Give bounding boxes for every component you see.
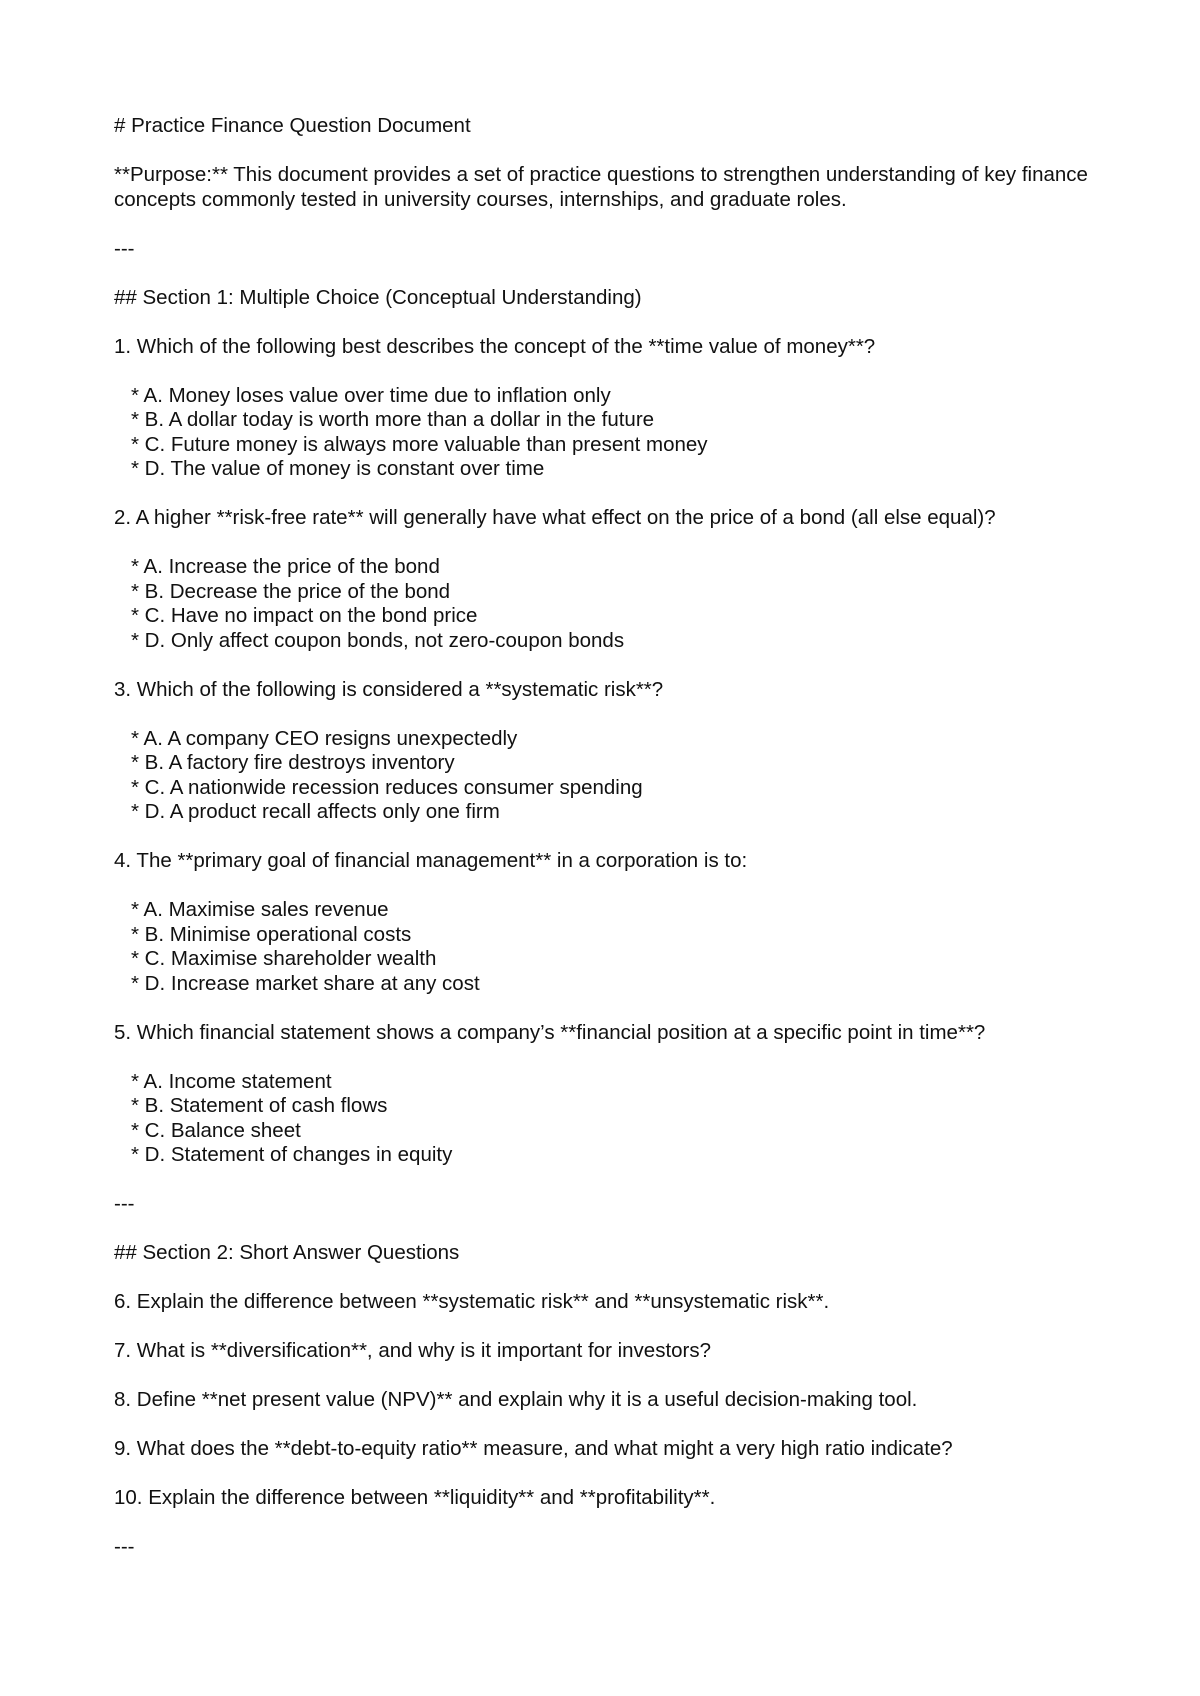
question-9: 9. What does the **debt-to-equity ratio** measure, and what might a very high ratio indicate? — [114, 1437, 953, 1460]
question-2-option-a: * A. Increase the price of the bond — [131, 555, 440, 578]
separator-2: --- — [114, 1192, 135, 1215]
question-4-option-d: * D. Increase market share at any cost — [131, 971, 480, 995]
question-5-option-b: * B. Statement of cash flows — [131, 1094, 388, 1117]
question-3-option-d: * D. A product recall affects only one firm — [131, 800, 500, 823]
section-2-heading: ## Section 2: Short Answer Questions — [114, 1241, 460, 1264]
question-4-option-b: * B. Minimise operational costs — [131, 922, 412, 946]
question-2: 2. A higher **risk-free rate** will generally have what effect on the price of a bond (all else equal)? — [114, 506, 996, 529]
separator-1: --- — [114, 236, 135, 260]
question-8: 8. Define **net present value (NPV)** and explain why it is a useful decision-making tool. — [114, 1388, 918, 1411]
question-5: 5. Which financial statement shows a company’s **financial position at a specific point in time**? — [114, 1020, 986, 1044]
question-5-option-c: * C. Balance sheet — [131, 1118, 301, 1142]
question-2-option-d: * D. Only affect coupon bonds, not zero-coupon bonds — [131, 628, 625, 652]
question-3-option-a: * A. A company CEO resigns unexpectedly — [131, 726, 518, 750]
purpose-paragraph: **Purpose:** This document provides a set of practice questions to strengthen understanding of key finance concepts commonly tested in university courses, internships, and graduate roles. — [114, 163, 1088, 211]
question-5-option-d: * D. Statement of changes in equity — [131, 1143, 453, 1166]
question-1-option-a: * A. Money loses value over time due to inflation only — [131, 383, 611, 407]
question-4-option-c: * C. Maximise shareholder wealth — [131, 947, 437, 970]
question-3-option-c: * C. A nationwide recession reduces consumer spending — [131, 775, 643, 799]
question-1-option-d: * D. The value of money is constant over time — [131, 457, 545, 480]
document-body — [114, 114, 1094, 1560]
question-3-option-b: * B. A factory fire destroys inventory — [131, 751, 455, 774]
question-6: 6. Explain the difference between **systematic risk** and **unsystematic risk**. — [114, 1290, 830, 1313]
section-1-heading: ## Section 1: Multiple Choice (Conceptual Understanding) — [114, 285, 642, 309]
question-1-option-b: * B. A dollar today is worth more than a dollar in the future — [131, 408, 655, 431]
question-5-option-a: * A. Income statement — [131, 1069, 332, 1093]
question-1: 1. Which of the following best describes the concept of the **time value of money**? — [114, 334, 876, 358]
question-1-option-c: * C. Future money is always more valuable than present money — [131, 432, 708, 456]
question-4-option-a: * A. Maximise sales revenue — [131, 898, 389, 921]
question-10: 10. Explain the difference between **liquidity** and **profitability**. — [114, 1486, 716, 1509]
question-2-option-b: * B. Decrease the price of the bond — [131, 579, 451, 603]
separator-3: --- — [114, 1535, 135, 1558]
question-4: 4. The **primary goal of financial management** in a corporation is to: — [114, 849, 748, 872]
question-7: 7. What is **diversification**, and why is it important for investors? — [114, 1339, 712, 1362]
question-2-option-c: * C. Have no impact on the bond price — [131, 604, 478, 627]
question-3: 3. Which of the following is considered a **systematic risk**? — [114, 677, 664, 701]
document-title: # Practice Finance Question Document — [114, 114, 471, 137]
